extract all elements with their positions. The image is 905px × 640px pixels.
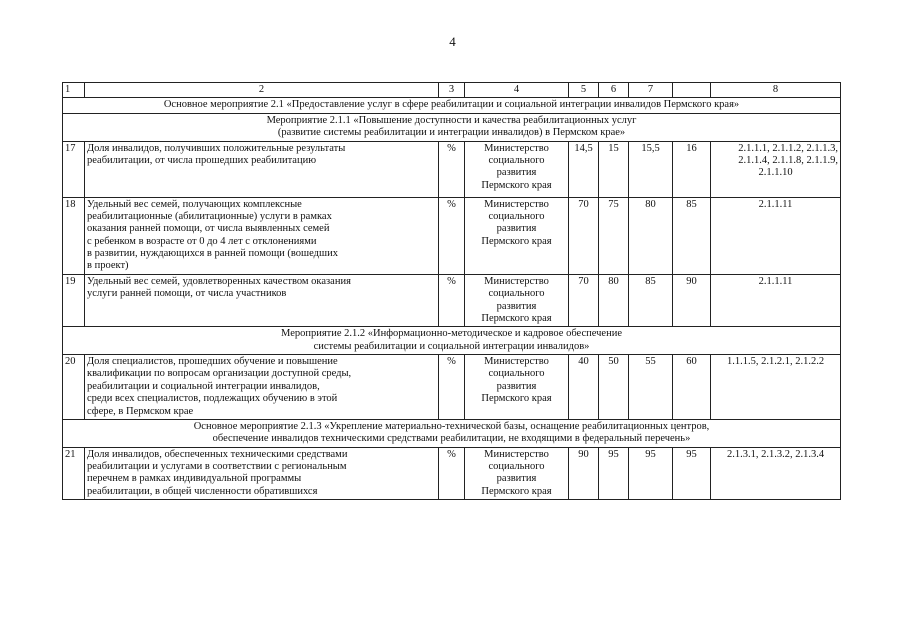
indicators-table <box>62 82 841 500</box>
value-col7: 80 <box>629 197 673 274</box>
value-col6: 95 <box>599 447 629 500</box>
name-line: Удельный вес семей, удовлетворенных качеством оказания <box>87 275 351 287</box>
value-col5: 70 <box>569 197 599 274</box>
executor-cell <box>465 447 569 500</box>
section-row <box>63 419 841 447</box>
executor-line: развития <box>496 223 537 235</box>
row-number: 18 <box>63 197 85 274</box>
indicator-line: 2.1.1.10 <box>758 167 793 179</box>
executor-cell <box>465 274 569 327</box>
name-line: с ребенком в возрасте от 0 до 4 лет с отклонениями <box>87 235 317 247</box>
executor-line: социального <box>488 368 545 380</box>
value-col7b: 16 <box>673 141 711 197</box>
value-col7: 85 <box>629 274 673 327</box>
section-title <box>63 113 841 141</box>
name-line: Доля инвалидов, обеспеченных техническими средствами <box>87 448 348 460</box>
name-line: Доля инвалидов, получивших положительные результаты <box>87 142 346 154</box>
indicator-name <box>85 141 439 197</box>
executor-line: развития <box>496 167 537 179</box>
section-title <box>63 327 841 355</box>
unit-cell: % <box>439 447 465 500</box>
header-cell: 1 <box>63 83 85 98</box>
section-row <box>63 98 841 113</box>
section-title <box>63 419 841 447</box>
unit-cell: % <box>439 355 465 420</box>
value-col6: 80 <box>599 274 629 327</box>
unit-cell: % <box>439 274 465 327</box>
table-row <box>63 447 841 500</box>
executor-line: Пермского края <box>481 485 552 497</box>
name-line: Удельный вес семей, получающих комплексные <box>87 198 302 210</box>
table-row <box>63 355 841 420</box>
row-number: 21 <box>63 447 85 500</box>
header-cell: 8 <box>711 83 841 98</box>
value-col7b: 95 <box>673 447 711 500</box>
value-col6: 50 <box>599 355 629 420</box>
indicator-line: 2.1.1.11 <box>758 198 793 210</box>
name-line: оказания ранней помощи, от числа выявленных семей <box>87 223 330 235</box>
value-col7: 95 <box>629 447 673 500</box>
table-row <box>63 197 841 274</box>
executor-line: Министерство <box>484 448 549 460</box>
name-line: услуги ранней помощи, от числа участников <box>87 288 287 300</box>
indicator-line: 2.1.1.1, 2.1.1.2, 2.1.1.3, <box>738 142 838 154</box>
name-line: реабилитационные (абилитационные) услуги в рамках <box>87 210 332 222</box>
section-line: (развитие системы реабилитации и интеграции инвалидов) в Пермском крае» <box>277 127 626 139</box>
name-line: реабилитации и социальной интеграции инвалидов, <box>87 380 320 392</box>
row-number: 20 <box>63 355 85 420</box>
header-cell <box>673 83 711 98</box>
value-col6: 15 <box>599 141 629 197</box>
value-col6: 75 <box>599 197 629 274</box>
executor-line: развития <box>496 473 537 485</box>
unit-cell: % <box>439 197 465 274</box>
row-number: 17 <box>63 141 85 197</box>
executor-line: социального <box>488 461 545 472</box>
executor-line: Пермского края <box>481 312 552 324</box>
value-col7b: 85 <box>673 197 711 274</box>
name-line: реабилитации, в общей численности обратившихся <box>87 485 318 497</box>
header-cell: 7 <box>629 83 673 98</box>
section-line: Мероприятие 2.1.2 «Информационно-методическое и кадровое обеспечение <box>281 328 622 340</box>
row-number: 19 <box>63 274 85 327</box>
value-col5: 70 <box>569 274 599 327</box>
name-line: перечнем в рамках индивидуальной программы <box>87 473 302 485</box>
section-line: Основное мероприятие 2.1.3 «Укрепление материально-технической базы, оснащение реабилитационных центров, <box>193 420 710 432</box>
value-col5: 14,5 <box>569 141 599 197</box>
indicator-name <box>85 355 439 420</box>
linked-indicators <box>711 355 841 420</box>
name-line: среди всех специалистов, подлежащих обучению в этой <box>87 393 338 405</box>
indicator-name <box>85 197 439 274</box>
name-line: сфере, в Пермском крае <box>87 405 194 417</box>
header-cell: 6 <box>599 83 629 98</box>
executor-cell <box>465 197 569 274</box>
page-number: 4 <box>449 34 456 49</box>
executor-line: развития <box>496 300 537 312</box>
executor-line: социального <box>488 210 545 222</box>
section-line: обеспечение инвалидов техническими средствами реабилитации, не входящими в федеральный перечень» <box>212 433 691 445</box>
executor-line: Пермского края <box>481 179 552 191</box>
name-line: в проект) <box>87 260 129 272</box>
header-row <box>63 83 841 98</box>
executor-line: социального <box>488 288 545 300</box>
executor-line: Пермского края <box>481 235 552 247</box>
executor-line: Министерство <box>484 142 549 154</box>
table-row <box>63 141 841 197</box>
executor-line: Пермского края <box>481 393 552 405</box>
indicator-name <box>85 274 439 327</box>
indicator-line: 2.1.1.11 <box>758 275 793 287</box>
linked-indicators <box>711 447 841 500</box>
name-line: реабилитации и услугами в соответствии с региональным <box>87 461 347 472</box>
executor-line: Министерство <box>484 198 549 210</box>
executor-line: социального <box>488 154 545 166</box>
unit-cell: % <box>439 141 465 197</box>
executor-line: развития <box>496 380 537 392</box>
executor-line: Министерство <box>484 275 549 287</box>
executor-line: Министерство <box>484 356 549 367</box>
indicator-line: 2.1.3.1, 2.1.3.2, 2.1.3.4 <box>726 448 825 460</box>
section-row <box>63 327 841 355</box>
value-col7: 15,5 <box>629 141 673 197</box>
header-cell: 3 <box>439 83 465 98</box>
header-cell: 5 <box>569 83 599 98</box>
section-line: системы реабилитации и социальной интеграции инвалидов» <box>313 340 590 352</box>
name-line: Доля специалистов, прошедших обучение и повышение <box>87 356 338 367</box>
section-title <box>63 98 841 113</box>
name-line: реабилитации, от числа прошедших реабилитацию <box>87 154 317 166</box>
section-line: Мероприятие 2.1.1 «Повышение доступности и качества реабилитационных услуг <box>266 114 637 126</box>
executor-cell <box>465 141 569 197</box>
header-cell: 4 <box>465 83 569 98</box>
linked-indicators <box>711 274 841 327</box>
executor-cell <box>465 355 569 420</box>
value-col7: 55 <box>629 355 673 420</box>
table-row <box>63 274 841 327</box>
name-line: в развитии, нуждающихся в ранней помощи (вошедших <box>87 248 338 259</box>
indicator-line: 2.1.1.4, 2.1.1.8, 2.1.1.9, <box>738 154 838 166</box>
header-cell: 2 <box>85 83 439 98</box>
indicator-name <box>85 447 439 500</box>
section-row <box>63 113 841 141</box>
indicator-line: 1.1.1.5, 2.1.2.1, 2.1.2.2 <box>726 356 825 367</box>
value-col5: 40 <box>569 355 599 420</box>
linked-indicators <box>711 197 841 274</box>
value-col7b: 60 <box>673 355 711 420</box>
value-col5: 90 <box>569 447 599 500</box>
linked-indicators <box>711 141 841 197</box>
value-col7b: 90 <box>673 274 711 327</box>
name-line: квалификации по вопросам организации доступной среды, <box>87 368 352 380</box>
section-line: Основное мероприятие 2.1 «Предоставление услуг в сфере реабилитации и социальной интеграции инвалидов Пермского края» <box>163 99 740 111</box>
